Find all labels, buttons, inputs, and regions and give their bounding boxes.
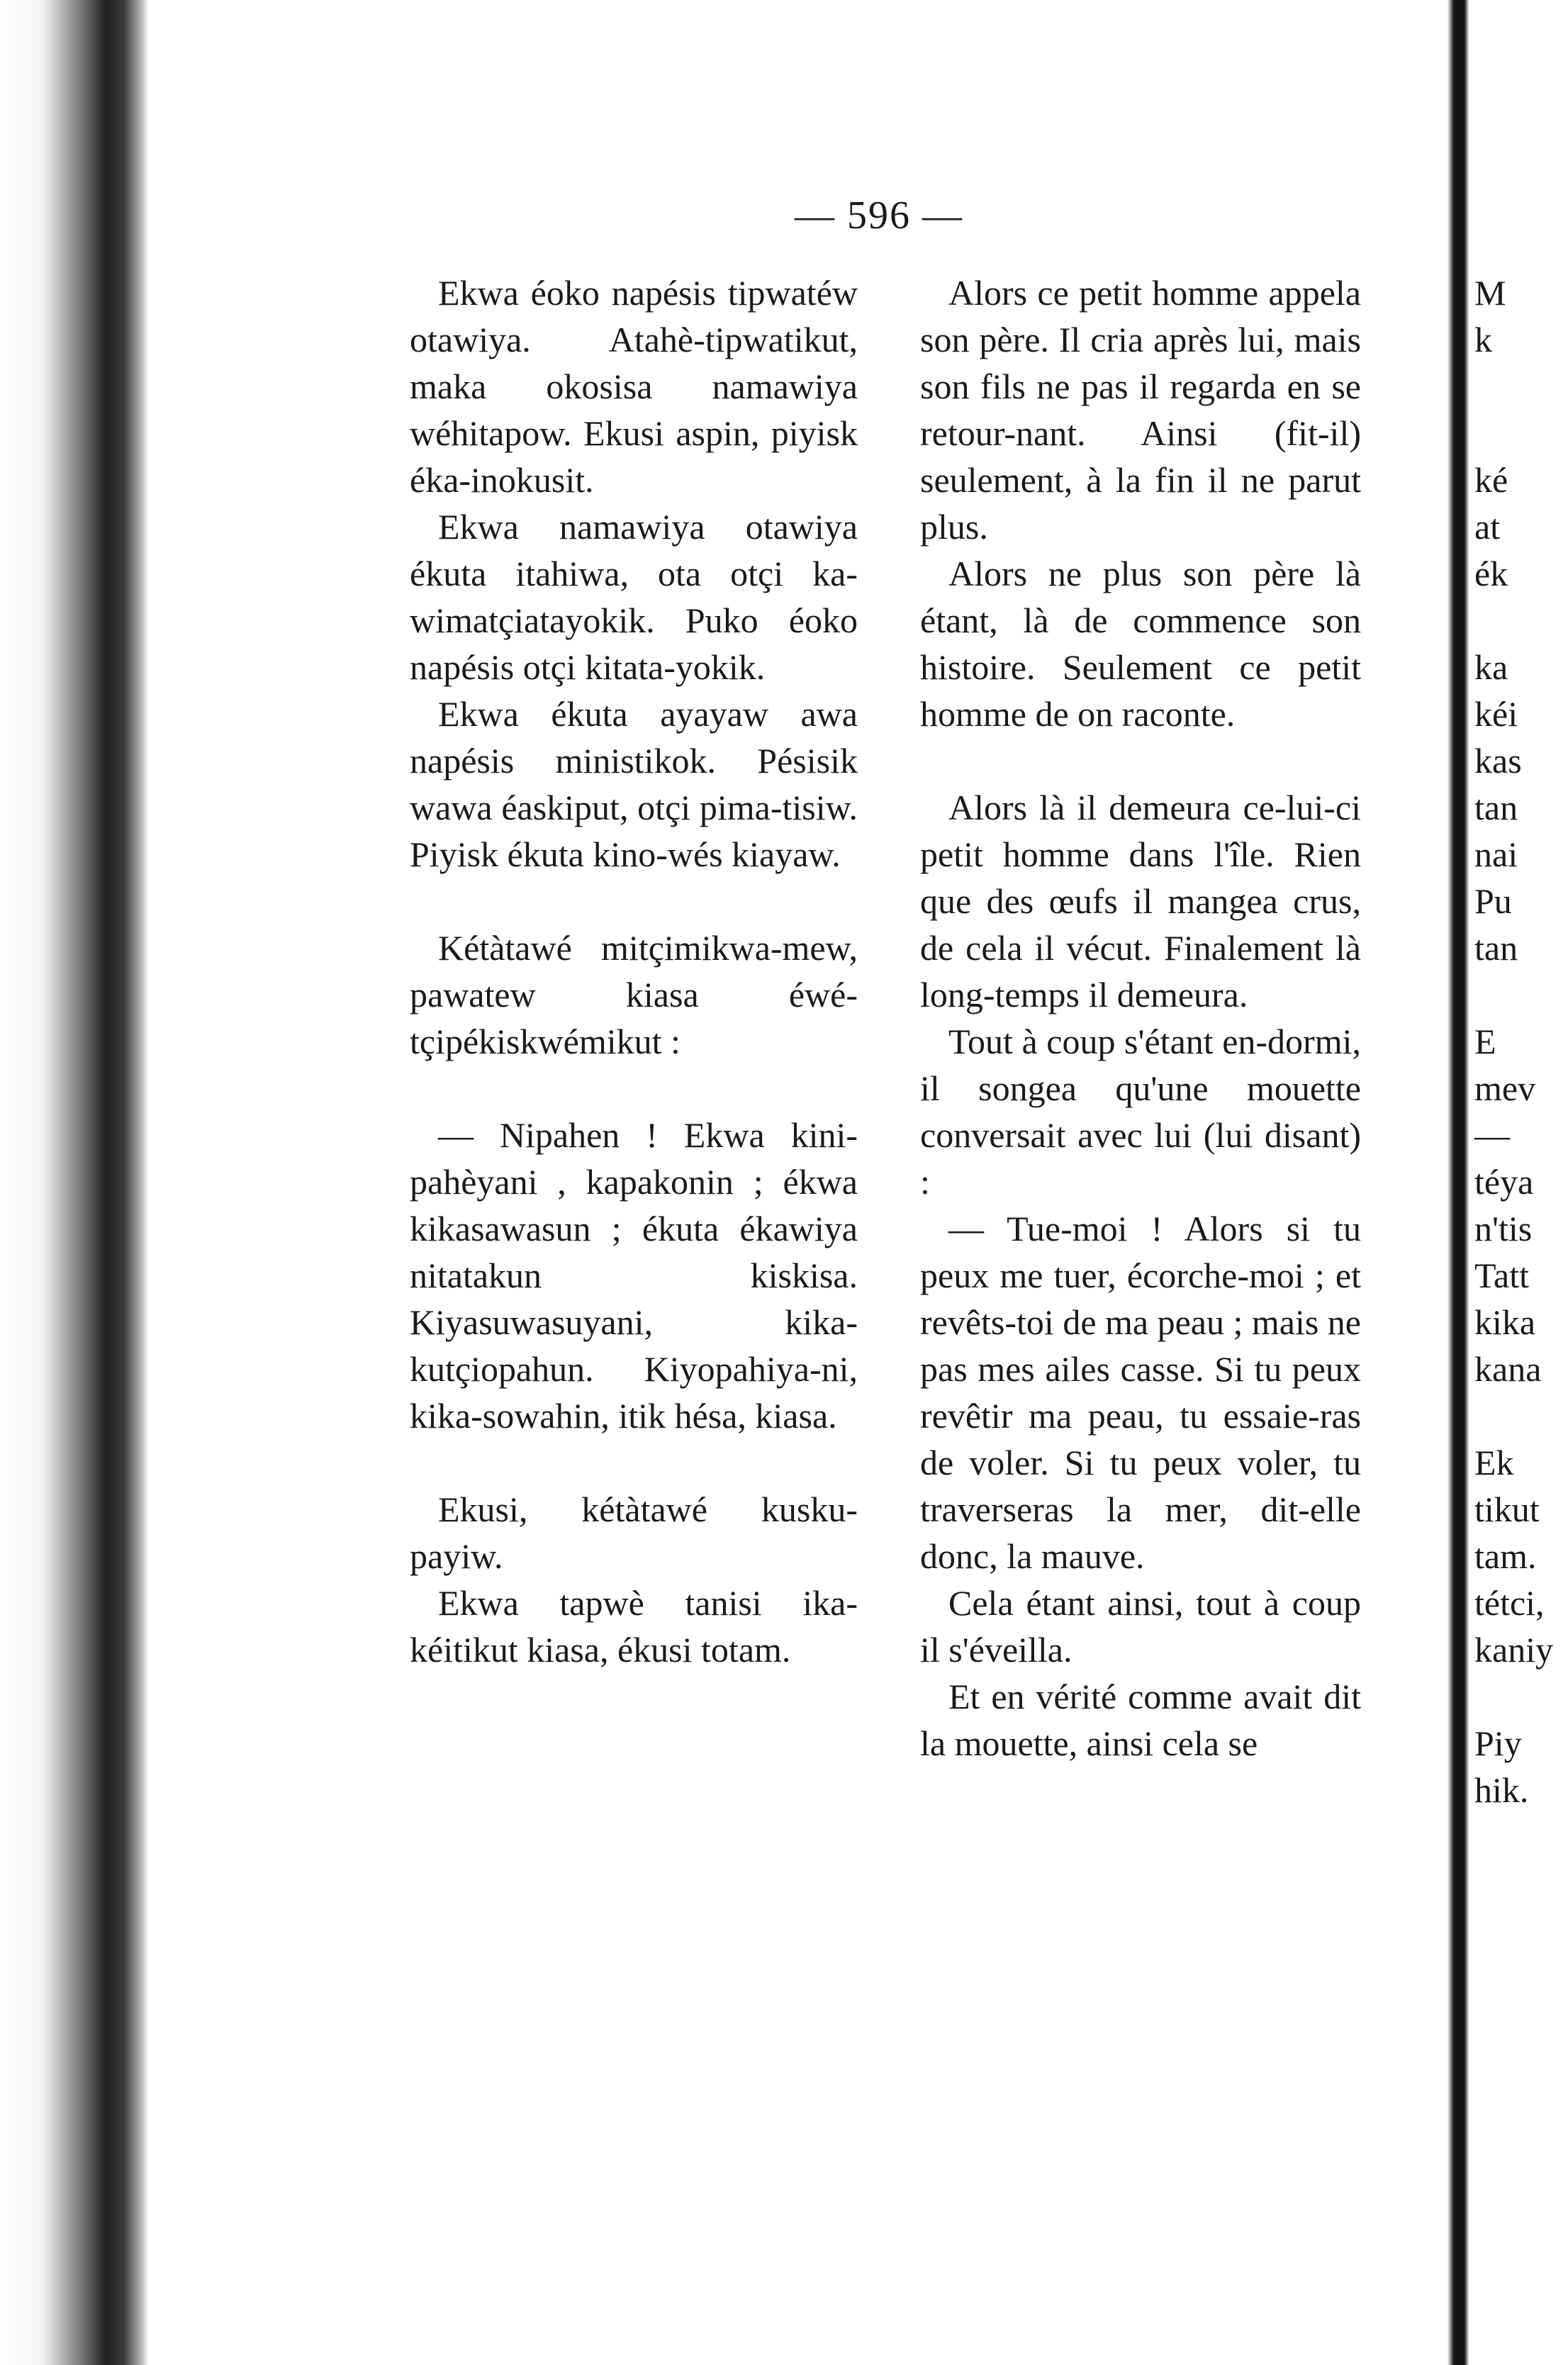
page-gutter-shadow [1447,0,1469,2365]
cree-paragraph: Ekwa éoko napésis tipwatéw otawiya. Atahè-tipwatikut, maka okosisa namawiya wéhitapow. Ekusi aspin, piyisk éka-inokusit. [410,273,858,500]
french-paragraph: Alors ne plus son père là étant, là de commence son histoire. Seulement ce petit homme de on raconte. [920,554,1361,734]
facing-page-fragment: Pu [1474,881,1512,921]
facing-page-fragment-column [1474,269,1568,1813]
facing-page-fragment: tan [1474,928,1518,968]
cree-paragraph: Kétàtawé mitçimikwa-mew, pawatew kiasa éwé-tçipékiskwémikut : [410,928,858,1061]
page-number: — 596 — [795,194,963,237]
cree-paragraph: Ekwa ékuta ayayaw awa napésis ministikok. Pésisik wawa éaskiput, otçi pima-tisiw. Piyisk ékuta kino-wés kiayaw. [410,694,858,874]
book-binding-shadow [0,0,149,2365]
facing-page-fragment: ké [1474,460,1508,500]
facing-page-fragment: mev [1474,1068,1536,1108]
facing-page-fragment: — [1474,1115,1510,1155]
facing-page-fragment: Piy [1474,1723,1522,1763]
cree-paragraph: — Nipahen ! Ekwa kini-pahèyani , kapakonin ; ékwa kikasawasun ; ékuta ékawiya nitatakun kiskisa. Kiyasuwasuyani, kika-kutçiopahun. Kiyopahiya-ni, kika-sowahin, itik hésa, kiasa. [410,1115,858,1436]
facing-page-fragment: M [1474,273,1506,313]
facing-page-fragment: tam. [1474,1536,1537,1576]
facing-page-fragment: nai [1474,834,1518,874]
facing-page-fragment: Ek [1474,1443,1514,1482]
facing-page-fragment: tikut [1474,1489,1540,1529]
facing-page-fragment: at [1474,507,1501,547]
facing-page-fragment: n'tis [1474,1209,1533,1248]
facing-page-fragment [1474,1673,1568,1720]
facing-page-fragment: ék [1474,554,1508,593]
facing-page-fragment [1474,410,1568,457]
french-paragraph: Et en vérité comme avait dit la mouette, ainsi cela se [920,1677,1361,1763]
facing-page-fragment: hik. [1474,1770,1529,1810]
cree-text-column [410,269,858,1673]
facing-page-fragment: Tatt [1474,1256,1530,1295]
facing-page-fragment: ka [1474,647,1508,687]
facing-page-fragment: tétci, [1474,1583,1545,1623]
french-paragraph: Alors là il demeura ce-lui-ci petit homme dans l'île. Rien que des œufs il mangea crus, de cela il vécut. Finalement là long-temps il demeura. [920,788,1361,1014]
french-paragraph: Tout à coup s'étant en-dormi, il songea qu'une mouette conversait avec lui (lui disant) : [920,1022,1361,1202]
french-paragraph: Cela étant ainsi, tout à coup il s'éveilla. [920,1583,1361,1670]
facing-page-fragment: téya [1474,1162,1534,1202]
facing-page-fragment: tan [1474,788,1518,827]
facing-page-fragment: kéi [1474,694,1518,734]
cree-paragraph: Ekwa tapwè tanisi ika-kéitikut kiasa, ékusi totam. [410,1583,858,1670]
facing-page-fragment: kika [1474,1302,1536,1342]
facing-page-fragment [1474,363,1568,410]
french-paragraph: — Tue-moi ! Alors si tu peux me tuer, écorche-moi ; et revêts-toi de ma peau ; mais ne pas mes ailes casse. Si tu peux revêtir ma peau, tu essaie-ras de voler. Si tu peux voler, tu traverseras la mer, dit-elle donc, la mauve. [920,1209,1361,1576]
facing-page-fragment [1474,971,1568,1018]
facing-page-fragment: kana [1474,1349,1542,1389]
facing-page-fragment: kaniy [1474,1630,1554,1670]
facing-page-fragment: E [1474,1022,1496,1061]
french-paragraph: Alors ce petit homme appela son père. Il cria après lui, mais son fils ne pas il regarda en se retour-nant. Ainsi (fit-il) seulement, à la fin il ne parut plus. [920,273,1361,547]
facing-page-fragment: k [1474,320,1492,359]
facing-page-fragment [1474,597,1568,644]
facing-page-fragment: kas [1474,741,1522,781]
cree-paragraph: Ekusi, kétàtawé kusku-payiw. [410,1489,858,1576]
cree-paragraph: Ekwa namawiya otawiya ékuta itahiwa, ota otçi ka-wimatçiatayokik. Puko éoko napésis otçi kitata-yokik. [410,507,858,687]
french-text-column [920,269,1361,1767]
facing-page-fragment [1474,1392,1568,1439]
